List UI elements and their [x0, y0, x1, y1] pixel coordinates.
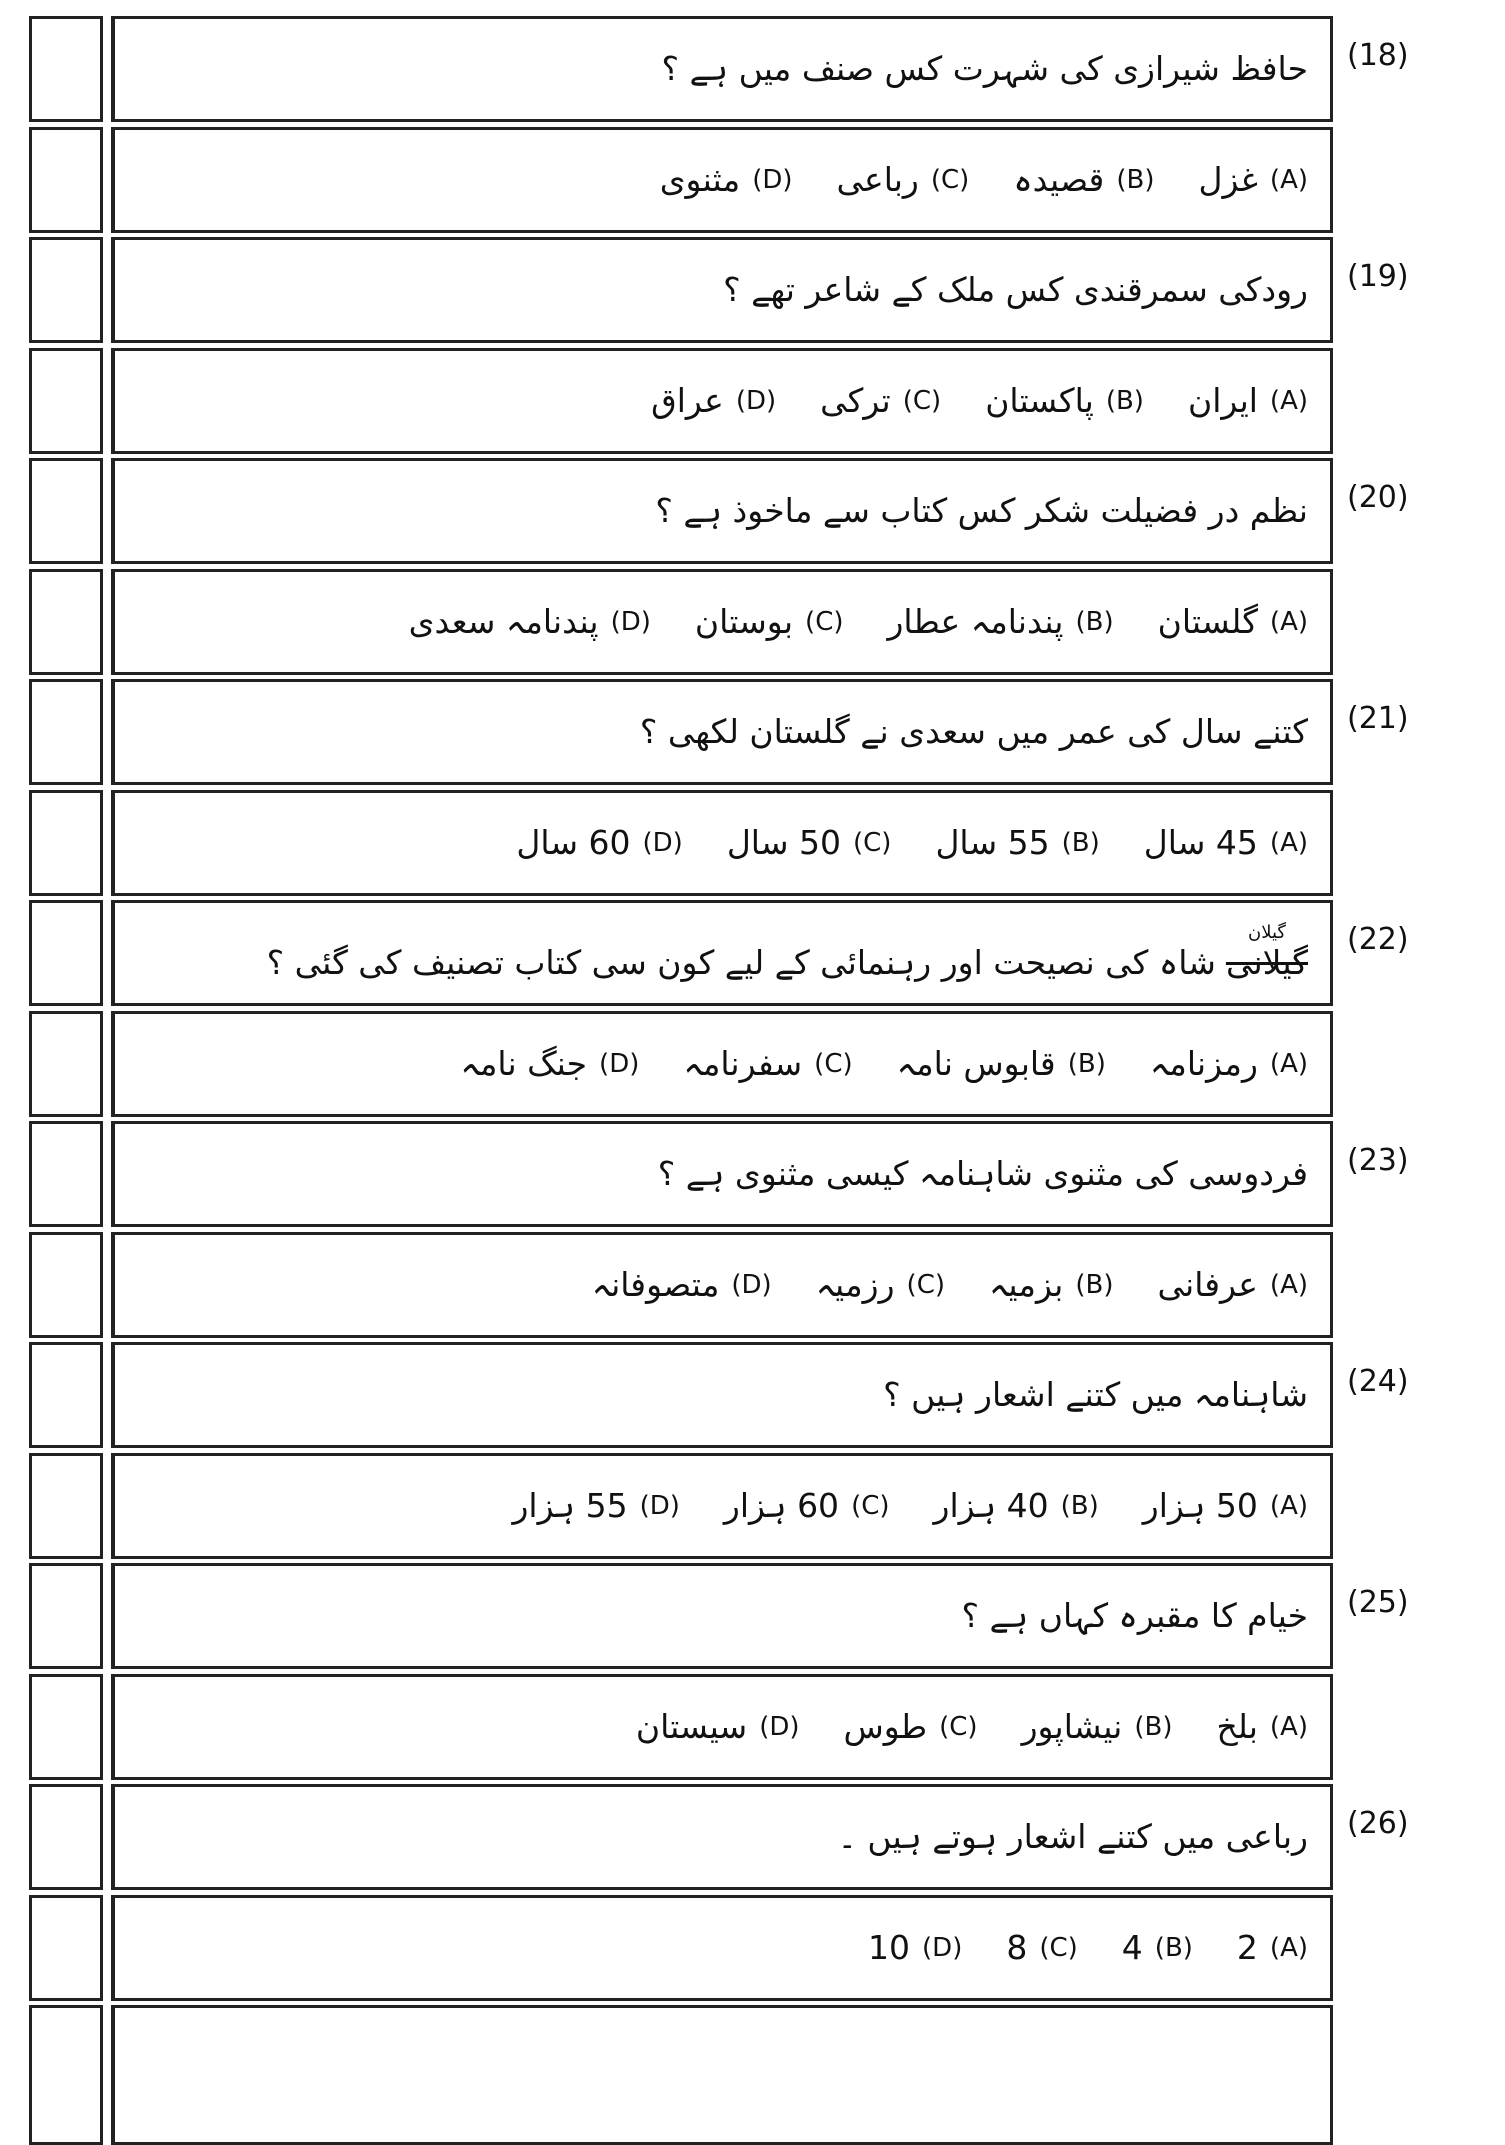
answer-box[interactable] [29, 1784, 103, 1890]
question-row [29, 900, 1429, 1006]
option-text: ترکی [820, 381, 891, 420]
question-row-content [111, 237, 1333, 343]
options-row [29, 1895, 1429, 2001]
options-row [29, 127, 1429, 233]
question-text: خیام کا مقبرہ کہاں ہے ؟ [961, 1596, 1308, 1636]
option-c [816, 1265, 945, 1304]
option-text: 55 ہزار [512, 1486, 628, 1525]
option-text: عرفانی [1157, 1265, 1258, 1304]
answer-box[interactable] [29, 900, 103, 1006]
options-row [29, 1011, 1429, 1117]
question-row [29, 458, 1429, 564]
question-number: (20) [1347, 480, 1409, 516]
question-row-content [111, 458, 1333, 564]
option-text: قصیدہ [1013, 160, 1105, 199]
question-row-content [111, 900, 1333, 1006]
option-text: بوستان [694, 602, 794, 641]
question-number: (24) [1347, 1364, 1409, 1400]
question-text-wrap [838, 1817, 1308, 1857]
option-c [1006, 1928, 1077, 1967]
amended-word [1226, 923, 1308, 982]
option-label: (D) [610, 606, 651, 637]
option-a [1143, 1486, 1308, 1525]
option-text: سفرنامہ [683, 1044, 803, 1083]
option-c [695, 602, 844, 641]
option-label: (B) [1116, 164, 1155, 195]
option-c [724, 1486, 890, 1525]
question-number: (25) [1347, 1585, 1409, 1621]
answer-box[interactable] [29, 1121, 103, 1227]
option-text: 4 [1121, 1928, 1143, 1967]
option-a [1158, 1265, 1309, 1304]
options-row-content [111, 1674, 1333, 1780]
option-text: 10 [868, 1928, 911, 1967]
option-label: (D) [759, 1711, 800, 1742]
options-row-content [111, 1453, 1333, 1559]
option-label: (A) [1269, 385, 1308, 416]
option-label: (D) [642, 827, 683, 858]
option-a [1217, 1707, 1309, 1746]
option-label: (C) [939, 1711, 978, 1742]
option-text: عراق [651, 381, 724, 420]
answer-box[interactable] [29, 1674, 103, 1780]
question-number: (23) [1347, 1143, 1409, 1179]
options-row-content [111, 1232, 1333, 1338]
option-text: 40 ہزار [933, 1486, 1049, 1525]
question-text: کتنے سال کی عمر میں سعدی نے گلستان لکھی ؟ [639, 712, 1308, 752]
question-row [29, 16, 1429, 122]
answer-box[interactable] [29, 1453, 103, 1559]
options-row-content [111, 1011, 1333, 1117]
question-number: (19) [1347, 259, 1409, 295]
options-row [29, 1232, 1429, 1338]
option-label: (A) [1269, 1932, 1308, 1963]
option-b [888, 602, 1114, 641]
question-row-content [111, 1342, 1333, 1448]
options-row [29, 569, 1429, 675]
options-row [29, 790, 1429, 896]
option-text: جنگ نامہ [460, 1044, 588, 1083]
option-label: (D) [922, 1932, 963, 1963]
option-text: طوس [843, 1707, 928, 1746]
option-a [1188, 381, 1308, 420]
option-label: (D) [752, 164, 793, 195]
option-label: (A) [1269, 1269, 1308, 1300]
question-text: شاہنامہ میں کتنے اشعار ہیں ؟ [883, 1375, 1308, 1415]
question-text: رودکی سمرقندی کس ملک کے شاعر تھے ؟ [723, 270, 1308, 310]
question-row [29, 237, 1429, 343]
option-label: (C) [853, 827, 892, 858]
option-label: (A) [1269, 1711, 1308, 1742]
option-a [1237, 1928, 1308, 1967]
option-d [516, 823, 682, 862]
question-text-wrap [655, 491, 1308, 531]
question-text-wrap [267, 923, 1308, 982]
option-label: (B) [1105, 385, 1144, 416]
question-number: (26) [1347, 1806, 1409, 1842]
correction-text: گیلان [1247, 922, 1286, 944]
option-text: ایران [1187, 381, 1258, 420]
struck-word: گیلانی [1225, 943, 1308, 983]
option-label: (D) [599, 1048, 640, 1079]
answer-box[interactable] [29, 127, 103, 233]
option-text: سیستان [635, 1707, 748, 1746]
option-b [1013, 160, 1154, 199]
option-a [1158, 602, 1308, 641]
question-row-content [111, 16, 1333, 122]
option-d [409, 602, 651, 641]
option-label: (B) [1075, 606, 1114, 637]
option-text: رزمیہ [815, 1265, 895, 1304]
option-label: (B) [1154, 1932, 1193, 1963]
option-b [1122, 1928, 1193, 1967]
options-row [29, 1453, 1429, 1559]
option-label: (B) [1060, 1490, 1099, 1521]
question-text: شاہ کی نصیحت اور رہنمائی کے لیے کون سی کتاب تصنیف کی گئی ؟ [266, 943, 1216, 983]
question-text-wrap [883, 1375, 1308, 1415]
option-text: پندنامہ سعدی [408, 602, 599, 641]
option-text: رمزنامہ [1149, 1044, 1258, 1083]
option-label: (D) [731, 1269, 772, 1300]
option-d [868, 1928, 962, 1967]
question-text: نظم در فضیلت شکر کس کتاب سے ماخوذ ہے ؟ [655, 491, 1308, 531]
option-label: (C) [851, 1490, 890, 1521]
option-b [935, 823, 1099, 862]
option-c [727, 823, 892, 862]
option-a [1144, 823, 1308, 862]
option-text: پندنامہ عطار [887, 602, 1064, 641]
option-text: رباعی [836, 160, 919, 199]
option-label: (C) [906, 1269, 945, 1300]
option-text: 2 [1236, 1928, 1258, 1967]
option-label: (C) [1039, 1932, 1078, 1963]
question-text-wrap [658, 1154, 1308, 1194]
option-label: (D) [735, 385, 777, 416]
option-text: قابوس نامہ [896, 1044, 1056, 1083]
option-text: متصوفانہ [591, 1265, 720, 1304]
answer-box[interactable] [29, 1232, 103, 1338]
question-row [29, 1121, 1429, 1227]
option-c [844, 1707, 978, 1746]
option-d [460, 1044, 639, 1083]
question-row [29, 679, 1429, 785]
option-text: پاکستان [985, 381, 1094, 420]
option-c [820, 381, 941, 420]
answer-box[interactable] [29, 2005, 103, 2145]
option-label: (C) [930, 164, 970, 195]
option-label: (B) [1067, 1048, 1106, 1079]
option-a [1150, 1044, 1308, 1083]
question-number: (22) [1347, 922, 1409, 958]
option-text: 60 ہزار [723, 1486, 840, 1525]
empty-row-content [111, 2005, 1333, 2145]
answer-box[interactable] [29, 1342, 103, 1448]
option-text: مثنوی [659, 160, 741, 199]
question-row-content [111, 1121, 1333, 1227]
option-text: 60 سال [516, 823, 631, 862]
option-label: (A) [1269, 164, 1308, 195]
question-number: (21) [1347, 701, 1409, 737]
option-c [837, 160, 970, 199]
option-d [512, 1486, 679, 1525]
option-b [1022, 1707, 1173, 1746]
option-label: (D) [639, 1490, 680, 1521]
question-text: حافظ شیرازی کی شہرت کس صنف میں ہے ؟ [661, 49, 1308, 89]
option-label: (A) [1269, 827, 1308, 858]
question-text-wrap [640, 712, 1308, 752]
empty-row [29, 2005, 1429, 2145]
option-text: 50 ہزار [1142, 1486, 1258, 1525]
option-label: (A) [1269, 1490, 1308, 1521]
option-d [660, 160, 793, 199]
option-label: (C) [902, 385, 942, 416]
question-number: (18) [1347, 38, 1409, 74]
question-text-wrap [962, 1596, 1308, 1636]
answer-box[interactable] [29, 569, 103, 675]
answer-box[interactable] [29, 790, 103, 896]
question-row [29, 1563, 1429, 1669]
option-b [989, 1265, 1114, 1304]
options-row-content [111, 790, 1333, 896]
option-text: بلخ [1216, 1707, 1258, 1746]
answer-box[interactable] [29, 1011, 103, 1117]
option-a [1198, 160, 1308, 199]
option-text: 45 سال [1143, 823, 1258, 862]
question-row-content [111, 679, 1333, 785]
option-d [651, 381, 776, 420]
answer-box[interactable] [29, 1895, 103, 2001]
option-label: (A) [1269, 606, 1308, 637]
options-row-content [111, 348, 1333, 454]
option-label: (B) [1061, 827, 1100, 858]
option-text: غزل [1198, 160, 1258, 199]
option-text: گلستان [1157, 602, 1258, 641]
option-label: (B) [1134, 1711, 1173, 1742]
answer-box[interactable] [29, 679, 103, 785]
question-row-content [111, 1784, 1333, 1890]
option-text: 8 [1006, 1928, 1028, 1967]
options-row-content [111, 127, 1333, 233]
options-row-content [111, 1895, 1333, 2001]
option-text: بزمیہ [989, 1265, 1064, 1304]
options-row [29, 348, 1429, 454]
question-row [29, 1784, 1429, 1890]
question-row [29, 1342, 1429, 1448]
options-row [29, 1674, 1429, 1780]
option-b [897, 1044, 1106, 1083]
option-text: نیشاپور [1021, 1707, 1123, 1746]
option-text: 50 سال [726, 823, 841, 862]
question-text-wrap [661, 49, 1308, 89]
options-row-content [111, 569, 1333, 675]
option-text: 55 سال [935, 823, 1050, 862]
option-b [985, 381, 1144, 420]
answer-box[interactable] [29, 458, 103, 564]
question-text: رباعی میں کتنے اشعار ہوتے ہیں ۔ [837, 1817, 1308, 1857]
option-b [934, 1486, 1099, 1525]
option-label: (C) [805, 606, 844, 637]
option-c [683, 1044, 852, 1083]
option-label: (B) [1075, 1269, 1114, 1300]
question-row-content [111, 1563, 1333, 1669]
answer-box[interactable] [29, 348, 103, 454]
option-d [592, 1265, 772, 1304]
question-text: فردوسی کی مثنوی شاہنامہ کیسی مثنوی ہے ؟ [657, 1154, 1308, 1194]
answer-box[interactable] [29, 16, 103, 122]
question-text-wrap [723, 270, 1308, 310]
answer-box[interactable] [29, 1563, 103, 1669]
option-label: (A) [1269, 1048, 1308, 1079]
option-d [636, 1707, 800, 1746]
answer-box[interactable] [29, 237, 103, 343]
option-label: (C) [814, 1048, 853, 1079]
